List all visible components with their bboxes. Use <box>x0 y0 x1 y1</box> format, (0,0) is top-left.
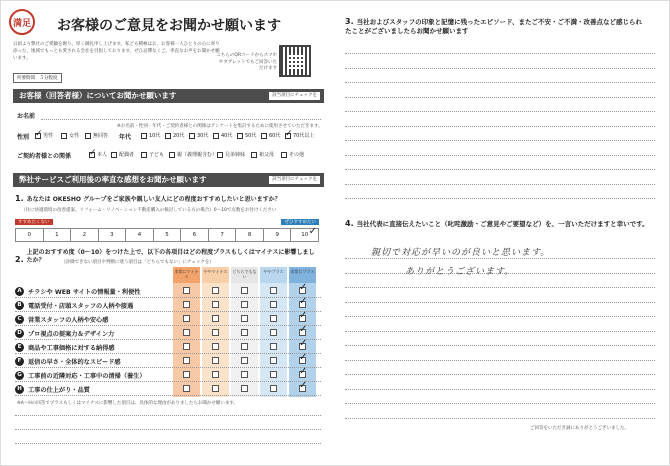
option-label: 男性 <box>43 133 54 139</box>
impression-section-note: 該当項目にチェックを <box>269 176 320 184</box>
question-3 <box>345 17 645 36</box>
rating-row <box>15 354 121 368</box>
scale-option-3[interactable]: 3 <box>98 228 126 242</box>
recommend-scale <box>15 219 319 243</box>
answer-line[interactable] <box>345 302 655 303</box>
age-option-20s[interactable] <box>165 132 184 139</box>
privacy-note: ※お名前・性別・年代・ご契約者様との関係はアンケートを集計するために使用させていただきます。 <box>117 124 323 129</box>
answer-line[interactable] <box>345 126 655 127</box>
answer-line[interactable] <box>345 360 655 361</box>
rating-row <box>15 298 133 312</box>
checkbox[interactable] <box>169 152 175 158</box>
option-label: 子ども <box>149 152 165 158</box>
page-title: お客様のご意見をお聞かせ願います <box>57 18 281 34</box>
option-label: 兄弟姉妹 <box>225 152 246 158</box>
question-2-sub: （評価できない項目や判断に迷う項目は「どちらでもない」にチェックを） <box>61 260 214 265</box>
answer-line[interactable] <box>345 258 655 259</box>
rating-column-header: ややプラス <box>260 267 287 283</box>
scale-right-end: ぜひすすめたい <box>281 219 319 225</box>
scale-bar <box>15 228 319 242</box>
rating-checkbox[interactable] <box>270 343 277 350</box>
gender-option-none[interactable] <box>85 132 108 139</box>
checkbox[interactable] <box>213 133 219 139</box>
answer-line[interactable] <box>345 82 655 83</box>
rating-column-header: 非常にプラス <box>289 267 316 283</box>
rating-checkbox[interactable] <box>241 385 248 392</box>
row-letter-icon: F <box>15 357 24 366</box>
age-label: 年代 <box>119 134 132 141</box>
option-label: 親（義理親含む） <box>177 152 218 158</box>
rating-checkbox[interactable] <box>212 315 219 322</box>
scale-option-0[interactable]: 0 <box>15 228 43 242</box>
rating-row <box>15 312 108 326</box>
rating-checkbox[interactable] <box>299 357 306 364</box>
scale-option-5[interactable]: 5 <box>153 228 181 242</box>
rating-checkbox[interactable] <box>299 371 306 378</box>
answer-line[interactable] <box>345 345 655 346</box>
rating-row <box>15 284 140 298</box>
option-label: その他 <box>289 152 305 158</box>
option-label: 配偶者 <box>119 152 135 158</box>
rating-checkbox[interactable] <box>270 371 277 378</box>
rating-row <box>15 340 115 354</box>
answer-line[interactable] <box>345 97 655 98</box>
question-1 <box>15 194 281 203</box>
rating-column-header: ややマイナス <box>202 267 229 283</box>
checkbox[interactable] <box>141 152 147 158</box>
row-label: 営業スタッフの人柄や安心感 <box>28 316 109 324</box>
rating-column-header: どちらでもない <box>231 267 258 283</box>
relation-option-sibling[interactable] <box>217 151 245 158</box>
option-label: 30代 <box>197 133 209 139</box>
checkbox[interactable] <box>85 133 91 139</box>
answer-line[interactable] <box>345 68 655 69</box>
age-option-40s[interactable] <box>213 132 232 139</box>
row-label: プロ視点の提案力＆デザイン力 <box>28 330 115 338</box>
checkbox[interactable] <box>251 152 257 158</box>
relation-option-other[interactable] <box>281 151 304 158</box>
rating-checkbox[interactable] <box>241 301 248 308</box>
impression-section-heading <box>13 173 324 187</box>
option-label: 70代以上 <box>293 133 315 139</box>
question-number: 1. <box>15 194 24 203</box>
option-label: 20代 <box>173 133 185 139</box>
intro-text: 日頃より弊社のご愛顧を賜り、厚く御礼申し上げます。私ども積極はお、お客様一人ひとりの心に寄り添った、地域でもっとも愛される会社を目指しております。ぜひ忌憚なくご、率直なお声をお聞かせ願います。 <box>13 42 220 61</box>
rating-checkbox[interactable] <box>299 385 306 392</box>
rating-checkbox[interactable] <box>183 385 190 392</box>
checkbox[interactable] <box>189 133 195 139</box>
checkbox[interactable] <box>141 133 147 139</box>
rating-checkbox[interactable] <box>183 301 190 308</box>
rating-checkbox[interactable] <box>270 315 277 322</box>
name-field[interactable] <box>41 119 321 120</box>
rating-checkbox[interactable] <box>183 357 190 364</box>
answer-line[interactable] <box>345 418 655 419</box>
rating-column-header: 非常にマイナス <box>173 267 200 283</box>
answer-line[interactable] <box>345 374 655 375</box>
question-number: 3. <box>345 17 354 26</box>
question-text: 上記のおすすめ度（0〜10）をつけた上で、以下の各項目はどの程度プラスもしくはマイナスに影響しましたか？ <box>26 249 315 264</box>
rating-checkbox[interactable] <box>212 287 219 294</box>
reason-line-1[interactable] <box>15 415 321 416</box>
row-letter-icon: C <box>15 315 24 324</box>
row-letter-icon: A <box>15 287 24 296</box>
rating-row <box>15 368 146 382</box>
qr-caption: こちらのQRコードからスマホやタブレットでもご回答いただけます <box>216 53 277 71</box>
rating-checkbox[interactable] <box>212 357 219 364</box>
rating-checkbox[interactable] <box>212 385 219 392</box>
customer-section-note: 該当項目にチェックを <box>269 92 320 100</box>
answer-line[interactable] <box>345 169 655 170</box>
age-option-10s[interactable] <box>141 132 160 139</box>
row-label: 返信の早さ・全体的なスピード感 <box>28 358 121 366</box>
scale-option-1[interactable]: 1 <box>43 228 71 242</box>
question-text: 当社およびスタッフの印象と記憶に残ったエピソード、またご不安・ご不満・改善点など感じられたことがございましたらお聞かせ願います <box>345 18 643 35</box>
row-label: 商品や工事価格に対する納得感 <box>28 344 115 352</box>
option-label: 40代 <box>221 133 233 139</box>
rating-checkbox[interactable] <box>299 301 306 308</box>
answer-line[interactable] <box>345 155 655 156</box>
checkbox[interactable] <box>281 152 287 158</box>
checkbox[interactable] <box>237 133 243 139</box>
scale-option-7[interactable]: 7 <box>208 228 236 242</box>
row-letter-icon: H <box>15 385 24 394</box>
checkbox[interactable] <box>35 133 41 139</box>
rating-checkbox[interactable] <box>270 329 277 336</box>
scale-option-9[interactable]: 9 <box>263 228 291 242</box>
age-option-30s[interactable] <box>189 132 208 139</box>
rating-checkbox[interactable] <box>299 287 306 294</box>
question-1-sub: （住に快適環境の改善提案、リフォーム・リノベーション不動産購入の検討している方の場合）0〜10で点数をお付けください <box>21 208 277 213</box>
relation-label: ご契約者様との関係 <box>17 153 72 160</box>
rating-checkbox[interactable] <box>212 343 219 350</box>
answer-line[interactable] <box>345 53 655 54</box>
checkbox[interactable] <box>61 133 67 139</box>
footnote: ※A〜Hの回答でプラスもしくはマイナスに影響した項目は、具体的な理由がありましたらお聞かせ願います。 <box>17 401 238 406</box>
answer-line[interactable] <box>345 287 655 288</box>
rating-checkbox[interactable] <box>270 301 277 308</box>
row-label: 工事前の近隣対応・工事中の清掃（養生） <box>28 372 146 380</box>
option-label: 祖父母 <box>259 152 275 158</box>
relation-option-self[interactable] <box>89 151 107 158</box>
scale-option-6[interactable]: 6 <box>180 228 208 242</box>
rating-checkbox[interactable] <box>212 301 219 308</box>
option-label: 10代 <box>149 133 161 139</box>
impression-section-title: 弊社サービスご利用後の率直な感想をお聞かせ願います <box>19 175 207 184</box>
rating-checkbox[interactable] <box>183 315 190 322</box>
question-number: 4. <box>345 219 354 228</box>
question-4 <box>345 219 655 228</box>
checkbox[interactable] <box>111 152 117 158</box>
rating-checkbox[interactable] <box>183 371 190 378</box>
option-label: 50代 <box>245 133 257 139</box>
rating-checkbox[interactable] <box>183 343 190 350</box>
qr-code-icon[interactable] <box>279 45 311 77</box>
scale-option-2[interactable]: 2 <box>70 228 98 242</box>
rating-checkbox[interactable] <box>241 357 248 364</box>
reason-line-3[interactable] <box>15 443 321 444</box>
rating-checkbox[interactable] <box>241 371 248 378</box>
rating-checkbox[interactable] <box>270 287 277 294</box>
answer-line[interactable] <box>345 198 655 199</box>
age-option-50s[interactable] <box>237 132 256 139</box>
checkbox[interactable] <box>217 152 223 158</box>
checkbox[interactable] <box>261 133 267 139</box>
gender-label: 性別 <box>17 134 30 141</box>
question-text: あなたは OKESHO グループをご家族や親しい友人にどの程度おすすめしたいと思いますか？ <box>26 196 281 203</box>
rating-checkbox[interactable] <box>212 329 219 336</box>
scale-option-8[interactable]: 8 <box>235 228 263 242</box>
rating-checkbox[interactable] <box>299 315 306 322</box>
reason-line-2[interactable] <box>15 429 321 430</box>
question-text: 当社代表に直接伝えたいこと（叱咤激励・ご意見やご要望など）を、一言いただけますと幸いです。 <box>356 220 649 228</box>
scale-left-end: すすめたくない <box>15 219 53 225</box>
age-option-70plus[interactable] <box>285 132 314 139</box>
rating-checkbox[interactable] <box>241 329 248 336</box>
checkbox[interactable] <box>165 133 171 139</box>
row-label: 工事の仕上がり・品質 <box>28 386 90 394</box>
rating-checkbox[interactable] <box>183 329 190 336</box>
gender-option-male[interactable] <box>35 132 53 139</box>
relation-option-grandparent[interactable] <box>251 151 274 158</box>
time-required-label: 所要時間 ５分程度 <box>13 73 62 83</box>
row-letter-icon: D <box>15 329 24 338</box>
rating-checkbox[interactable] <box>270 357 277 364</box>
relation-option-child[interactable] <box>141 151 164 158</box>
rating-row <box>15 326 114 340</box>
answer-line[interactable] <box>345 316 655 317</box>
rating-checkbox[interactable] <box>299 329 306 336</box>
option-label: 女性 <box>69 133 80 139</box>
question-number: 2. <box>15 255 24 264</box>
handwritten-answer-line-1: 親切で対応が早いのが良いと思います。 <box>371 248 551 258</box>
handwritten-answer-line-2: ありがとうございます。 <box>405 267 515 277</box>
customer-section-heading <box>13 89 324 103</box>
name-label: お名前 <box>17 113 36 120</box>
scale-option-10[interactable]: 10 ✓ <box>290 228 319 242</box>
scale-option-4[interactable]: 4 <box>125 228 153 242</box>
answer-line[interactable] <box>345 331 655 332</box>
row-divider <box>15 395 321 396</box>
rating-row <box>15 382 90 396</box>
answer-line[interactable] <box>345 111 655 112</box>
thank-you-footer: ご回答をいただき誠にありがとうございました。 <box>530 426 629 431</box>
rating-checkbox[interactable] <box>241 287 248 294</box>
answer-line[interactable] <box>345 389 655 390</box>
gender-option-female[interactable] <box>61 132 79 139</box>
relation-option-parent[interactable] <box>169 151 217 158</box>
rating-checkbox[interactable] <box>212 371 219 378</box>
row-letter-icon: B <box>15 301 24 310</box>
row-letter-icon: E <box>15 343 24 352</box>
customer-section-title: お客様（回答者様）についてお聞かせ願います <box>19 91 177 100</box>
rating-checkbox[interactable] <box>183 287 190 294</box>
answer-line[interactable] <box>345 403 655 404</box>
rating-checkbox[interactable] <box>299 343 306 350</box>
rating-checkbox[interactable] <box>241 343 248 350</box>
option-label: 本人 <box>97 152 108 158</box>
row-letter-icon: G <box>15 371 24 380</box>
checkbox[interactable] <box>89 152 95 158</box>
age-option-60s[interactable] <box>261 132 280 139</box>
row-label: 電話受付・店頭スタッフの人柄や接遇 <box>28 302 134 310</box>
option-label: 無回答 <box>93 133 109 139</box>
answer-line[interactable] <box>345 184 655 185</box>
rating-checkbox[interactable] <box>241 315 248 322</box>
satisfaction-stamp-icon: 満足 <box>9 9 35 35</box>
option-label: 60代 <box>269 133 281 139</box>
answer-line[interactable] <box>345 140 655 141</box>
relation-option-spouse[interactable] <box>111 151 134 158</box>
rating-checkbox[interactable] <box>270 385 277 392</box>
row-label: チラシや WEB サイトの情報量・利便性 <box>28 288 141 296</box>
checkbox[interactable] <box>285 133 291 139</box>
